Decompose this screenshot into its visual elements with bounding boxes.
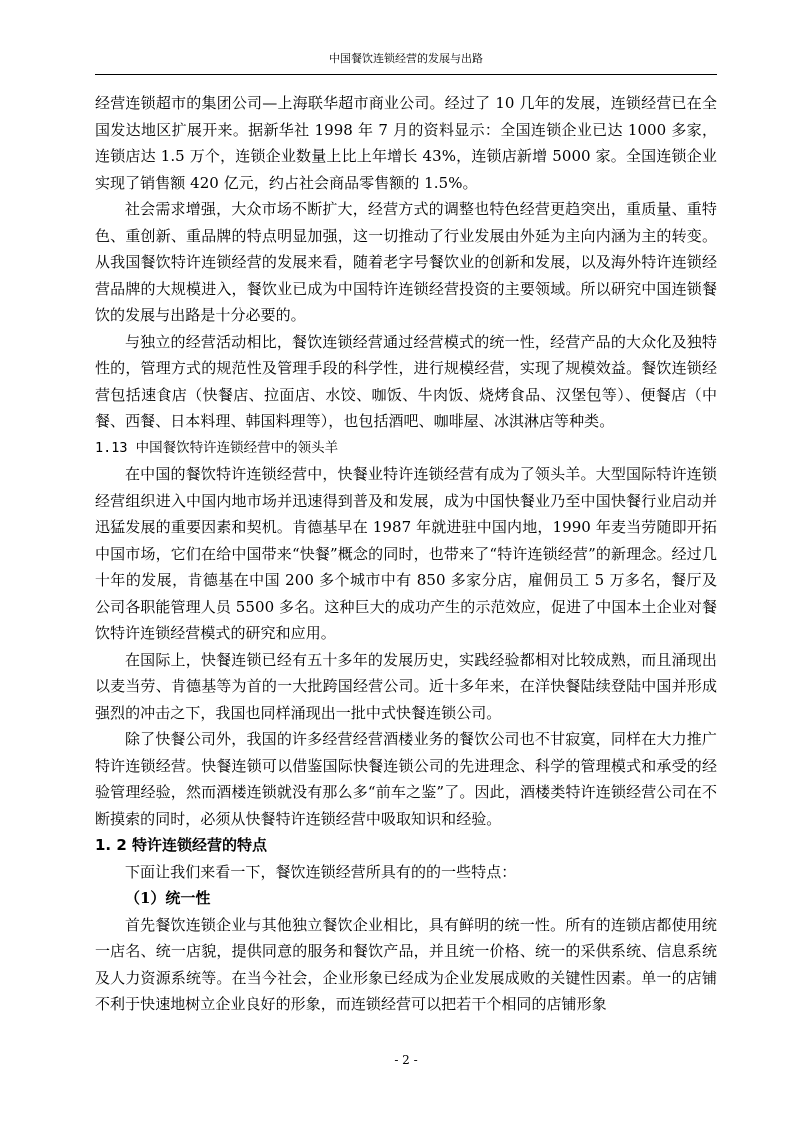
subheading-uniformity: （1）统一性	[125, 889, 211, 907]
section-heading-1-13: 1.13 中国餐饮特许连锁经营中的领头羊	[95, 439, 339, 456]
paragraph-social-demand: 社会需求增强，大众市场不断扩大，经营方式的调整也特色经营更趋突出，重质量、重特色、重创新、重品牌的特点明显加强，这一切推动了行业发展由外延为主向内涵为主的转变。从我国餐饮特许连锁经营的发展来看，随着老字号餐饮业的创新和发展，以及海外特许连锁经营品牌的大规模进入，餐饮业已成为中国特许连锁经营投资的主要领域。所以研究中国连锁餐饮的发展与出路是十分必要的。	[95, 200, 717, 324]
header-divider	[95, 74, 717, 75]
paragraph-features-intro: 下面让我们来看一下，餐饮连锁经营所具有的的一些特点：	[125, 862, 517, 881]
section-heading-1-2: 1. 2 特许连锁经营的特点	[95, 836, 268, 854]
page-number: - 2 -	[394, 1053, 418, 1067]
paragraph-international-fast-food: 在国际上，快餐连锁已经有五十多年的发展历史，实践经验都相对比较成熟，而且涌现出以麦当劳、肯德基等为首的一大批跨国经营公司。近十多年来，在洋快餐陆续登陆中国并形成强烈的冲击之下，我国也同样涌现出一批中式快餐连锁公司。	[95, 650, 717, 722]
paragraph-chain-vs-independent: 与独立的经营活动相比，餐饮连锁经营通过经营模式的统一性，经营产品的大众化及独特性的，管理方式的规范性及管理手段的科学性，进行规模经营，实现了规模效益。餐饮连锁经营包括速食店（快餐店、拉面店、水饺、咖饭、牛肉饭、烧烤食品、汉堡包等）、便餐店（中餐、西餐、日本料理、韩国料理等），也包括酒吧、咖啡屋、冰淇淋店等种类。	[95, 332, 717, 430]
document-body	[95, 90, 717, 1018]
paragraph-uniformity: 首先餐饮连锁企业与其他独立餐饮企业相比，具有鲜明的统一性。所有的连锁店都使用统一店名、统一店貌，提供同意的服务和餐饮产品，并且统一价格、统一的采供系统、信息系统及人力资源系统等。在当今社会，企业形象已经成为企业发展成败的关键性因素。单一的店铺不利于快速地树立企业良好的形象，而连锁经营可以把若干个相同的店铺形象	[95, 915, 717, 1013]
running-header: 中国餐饮连锁经营的发展与出路	[329, 52, 483, 65]
paragraph-fast-food-leader: 在中国的餐饮特许连锁经营中，快餐业特许连锁经营有成为了领头羊。大型国际特许连锁经营组织进入中国内地市场并迅速得到普及和发展，成为中国快餐业乃至中国快餐行业启动并迅猛发展的重要因素和契机。肯德基早在 1987 年就进驻中国内地，1990 年麦当劳随即开拓中国市场，它们在给中国带来“快餐”概念的同时，也带来了“特许连锁经营”的新理念。经过几十年的发展，肯德基在中国 200 多个城市中有 850 多家分店，雇佣员工 5 万多名，餐厅及公司各职能管理人员 5500 多名。这种巨大的成功产生的示范效应，促进了中国本土企业对餐饮特许连锁经营模式的研究和应用。	[95, 465, 717, 642]
paragraph-restaurant-chains: 除了快餐公司外，我国的许多经营经营酒楼业务的餐饮公司也不甘寂寞，同样在大力推广特许连锁经营。快餐连锁可以借鉴国际快餐连锁公司的先进理念、科学的管理模式和承受的经验管理经验，然而酒楼连锁就没有那么多“前车之鉴”了。因此，酒楼类特许连锁经营公司在不断摸索的同时，必须从快餐特许连锁经营中吸取知识和经验。	[95, 730, 717, 828]
paragraph-chain-supermarket-history: 经营连锁超市的集团公司—上海联华超市商业公司。经过了 10 几年的发展，连锁经营已在全国发达地区扩展开来。据新华社 1998 年 7 月的资料显示：全国连锁企业已达 1000 多家，连锁店达 1.5 万个，连锁企业数量上比上年增长 43%，连锁店新增 5000 家。全国连锁企业实现了销售额 420 亿元，约占社会商品零售额的 1.5%。	[95, 94, 717, 192]
